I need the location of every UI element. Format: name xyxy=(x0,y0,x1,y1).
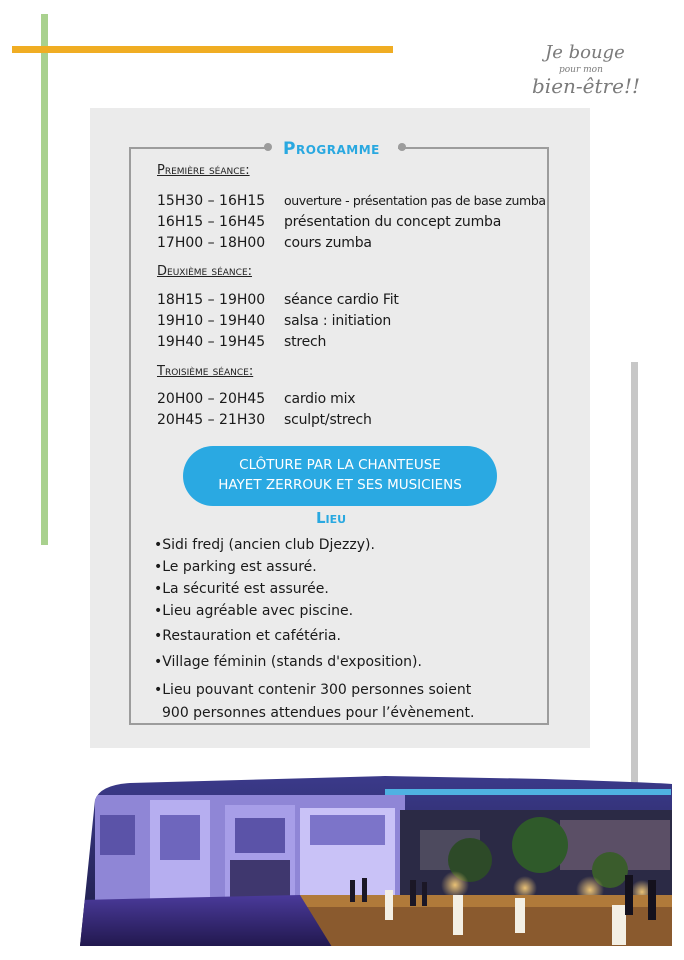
schedule-time: 19H40 – 19H45 xyxy=(157,334,266,350)
session-label-1: Première séance: xyxy=(157,163,250,178)
lieu-item: •Lieu agréable avec piscine. xyxy=(154,603,354,619)
schedule-desc: séance cardio Fit xyxy=(284,292,399,308)
programme-title: Programme xyxy=(283,139,380,159)
lieu-item: •Lieu pouvant contenir 300 personnes soient xyxy=(154,682,472,698)
tagline-line-1: Je bouge xyxy=(545,42,625,63)
schedule-time: 15H30 – 16H15 xyxy=(157,193,266,209)
tagline-line-2: pour mon xyxy=(559,65,603,75)
schedule-time: 18H15 – 19H00 xyxy=(157,292,266,308)
schedule-desc: ouverture - présentation pas de base zumba xyxy=(284,193,546,208)
closing-line-1: CLÔTURE PAR LA CHANTEUSE xyxy=(239,457,441,473)
tagline-line-3: bien-être!! xyxy=(532,74,641,98)
schedule-time: 20H00 – 20H45 xyxy=(157,391,266,407)
schedule-time: 19H10 – 19H40 xyxy=(157,313,266,329)
schedule-desc: cardio mix xyxy=(284,391,356,407)
lieu-item: •La sécurité est assurée. xyxy=(154,581,329,597)
closing-line-2: HAYET ZERROUK ET SES MUSICIENS xyxy=(218,477,462,493)
session-label-3: Troisième séance: xyxy=(157,364,254,379)
lieu-item: •Le parking est assuré. xyxy=(154,559,317,575)
schedule-desc: salsa : initiation xyxy=(284,313,392,329)
blue-accent-bar xyxy=(385,789,671,795)
schedule-desc: sculpt/strech xyxy=(284,412,372,428)
schedule-desc: cours zumba xyxy=(284,235,372,251)
schedule-desc: présentation du concept zumba xyxy=(284,214,502,230)
lieu-item: •Sidi fredj (ancien club Djezzy). xyxy=(154,537,375,553)
session-label-2: Deuxième séance: xyxy=(157,264,253,279)
schedule-time: 16H15 – 16H45 xyxy=(157,214,266,230)
lieu-item: 900 personnes attendues pour l’évènement. xyxy=(162,705,475,721)
schedule-time: 17H00 – 18H00 xyxy=(157,235,266,251)
lieu-item: •Village féminin (stands d'exposition). xyxy=(154,654,422,670)
schedule-time: 20H45 – 21H30 xyxy=(157,412,266,428)
lieu-title: Lieu xyxy=(316,509,347,527)
lieu-item: •Restauration et cafétéria. xyxy=(154,628,341,644)
schedule-desc: strech xyxy=(284,334,327,350)
